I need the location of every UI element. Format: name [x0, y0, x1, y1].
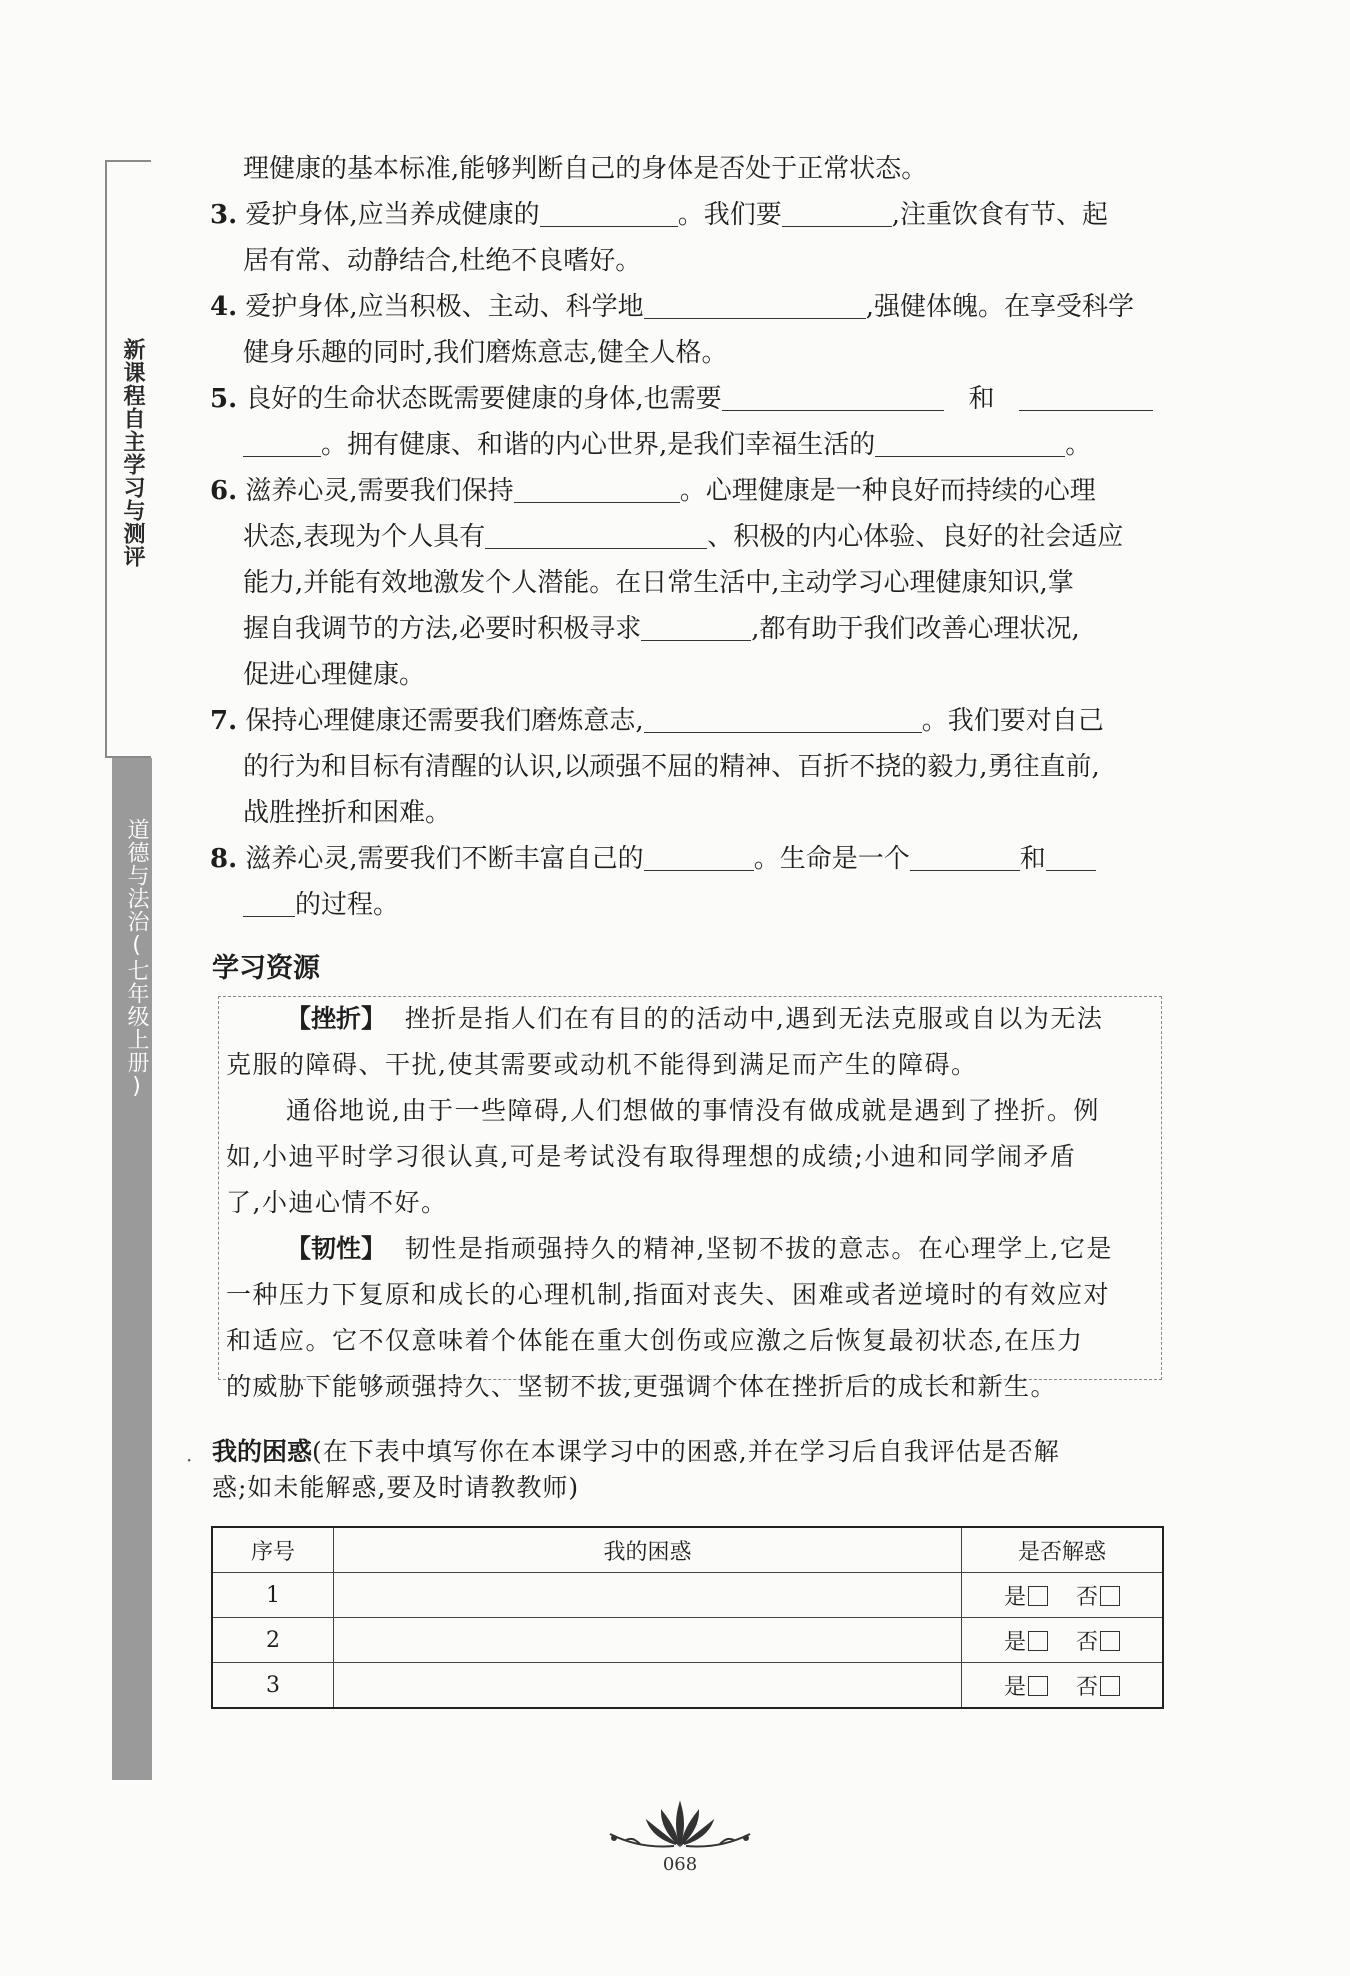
row-number: 3: [212, 1663, 334, 1709]
question-5: 5. 良好的生命状态既需要健康的身体,也需要 和: [210, 382, 1153, 416]
text-line: 战胜挫折和困难。: [243, 798, 452, 828]
table-header-row: [212, 1527, 1163, 1573]
text-line: 的行为和目标有清醒的认识,以顽强不屈的精神、百折不挠的毅力,勇往直前,: [243, 752, 1100, 782]
fill-blank[interactable]: [644, 706, 922, 733]
question-number: 6.: [210, 476, 238, 506]
text-line: 居有常、动静结合,杜绝不良嗜好。: [243, 246, 642, 276]
doubt-cell[interactable]: [334, 1618, 962, 1663]
doubts-heading: 我的困惑(在下表中填写你在本课学习中的困惑,并在学习后自我评估是否解 惑;如未能解惑,要及时请教教师): [212, 1437, 1060, 1502]
col-header-resolved: 是否解惑: [962, 1527, 1164, 1573]
yes-checkbox[interactable]: [1028, 1676, 1048, 1696]
col-header-doubt: 我的困惑: [334, 1527, 962, 1573]
fill-blank[interactable]: [243, 890, 295, 917]
question-7: 7. 保持心理健康还需要我们磨炼意志, 。我们要对自己: [210, 706, 1104, 736]
yes-checkbox[interactable]: [1028, 1586, 1048, 1606]
text-line: 促进心理健康。: [243, 660, 426, 690]
resource-line: 克服的障碍、干扰,使其需要或动机不能得到满足而产生的障碍。: [226, 1050, 978, 1079]
row-number: 1: [212, 1573, 334, 1618]
fill-blank[interactable]: [641, 614, 751, 641]
question-number: 7.: [210, 706, 238, 736]
fill-blank[interactable]: [722, 384, 944, 411]
col-header-no: 序号: [212, 1527, 334, 1573]
fill-blank[interactable]: [875, 430, 1065, 457]
fill-blank[interactable]: [782, 200, 892, 227]
fill-blank[interactable]: [243, 430, 321, 457]
question-5-cont: 。拥有健康、和谐的内心世界,是我们幸福生活的 。: [243, 428, 1091, 462]
table-row: [212, 1573, 1163, 1618]
question-number: 8.: [210, 844, 238, 874]
resolved-cell: 是 否: [962, 1663, 1164, 1709]
yes-checkbox[interactable]: [1028, 1631, 1048, 1651]
question-number: 3.: [210, 200, 238, 230]
question-number: 5.: [210, 384, 238, 414]
doubt-cell[interactable]: [334, 1663, 962, 1709]
question-8: 8. 滋养心灵,需要我们不断丰富自己的 。生命是一个 和: [210, 842, 1096, 876]
text-line: 能力,并能有效地激发个人潜能。在日常生活中,主动学习心理健康知识,掌: [243, 568, 1074, 598]
resource-line: 【韧性】 韧性是指顽强持久的精神,坚韧不拔的意志。在心理学上,它是: [286, 1234, 1113, 1263]
table-row: [212, 1618, 1163, 1663]
question-6-cont: 握自我调节的方法,必要时积极寻求 ,都有助于我们改善心理状况,: [243, 614, 1080, 644]
margin-dot: ·: [186, 1448, 193, 1472]
resolved-cell: 是 否: [962, 1573, 1164, 1618]
question-6: 6. 滋养心灵,需要我们保持 。心理健康是一种良好而持续的心理: [210, 476, 1096, 506]
resource-line: 如,小迪平时学习很认真,可是考试没有取得理想的成绩;小迪和同学闹矛盾: [226, 1142, 1077, 1171]
no-checkbox[interactable]: [1100, 1586, 1120, 1606]
fill-blank[interactable]: [540, 200, 678, 227]
series-title: 新课程自主学习与测评: [120, 338, 145, 568]
no-checkbox[interactable]: [1100, 1676, 1120, 1696]
resource-line: 的威胁下能够顽强持久、坚韧不拔,更强调个体在挫折后的成长和新生。: [226, 1372, 1057, 1401]
text-line: 健身乐趣的同时,我们磨炼意志,健全人格。: [243, 338, 728, 368]
question-4: 4. 爱护身体,应当积极、主动、科学地 ,强健体魄。在享受科学: [210, 292, 1134, 322]
question-number: 4.: [210, 292, 238, 322]
resource-line: 和适应。它不仅意味着个体能在重大创伤或应激之后恢复最初状态,在压力: [226, 1326, 1084, 1355]
fill-blank[interactable]: [644, 292, 866, 319]
fill-blank[interactable]: [1019, 384, 1153, 411]
term-label: 【韧性】: [286, 1234, 387, 1263]
fill-blank[interactable]: [1046, 844, 1096, 871]
resource-line: 通俗地说,由于一些障碍,人们想做的事情没有做成就是遇到了挫折。例: [286, 1096, 1100, 1125]
text-line: 理健康的基本标准,能够判断自己的身体是否处于正常状态。: [243, 154, 928, 184]
fill-blank[interactable]: [485, 522, 707, 549]
book-title: 道德与法治(七年级上册): [124, 818, 149, 1100]
resource-line: 一种压力下复原和成长的心理机制,指面对丧失、困难或者逆境时的有效应对: [226, 1280, 1110, 1309]
fill-blank[interactable]: [644, 844, 754, 871]
fill-blank[interactable]: [514, 476, 680, 503]
resolved-cell: 是 否: [962, 1618, 1164, 1663]
row-number: 2: [212, 1618, 334, 1663]
doubt-cell[interactable]: [334, 1573, 962, 1618]
no-checkbox[interactable]: [1100, 1631, 1120, 1651]
doubts-table: [211, 1526, 1164, 1709]
resource-line: 了,小迪心情不好。: [226, 1188, 448, 1217]
section-title-resources: 学习资源: [212, 953, 320, 984]
fill-blank[interactable]: [910, 844, 1020, 871]
floral-ornament-icon: [600, 1800, 760, 1850]
term-label: 【挫折】: [286, 1004, 387, 1033]
question-3: 3. 爱护身体,应当养成健康的 。我们要 ,注重饮食有节、起: [210, 200, 1108, 230]
table-row: [212, 1663, 1163, 1709]
question-8-cont: 的过程。: [243, 888, 399, 922]
question-6-cont: 状态,表现为个人具有 、积极的内心体验、良好的社会适应: [243, 522, 1124, 552]
resource-line: 【挫折】 挫折是指人们在有目的的活动中,遇到无法克服或自以为无法: [286, 1004, 1104, 1033]
page-number: 068: [662, 1854, 698, 1875]
